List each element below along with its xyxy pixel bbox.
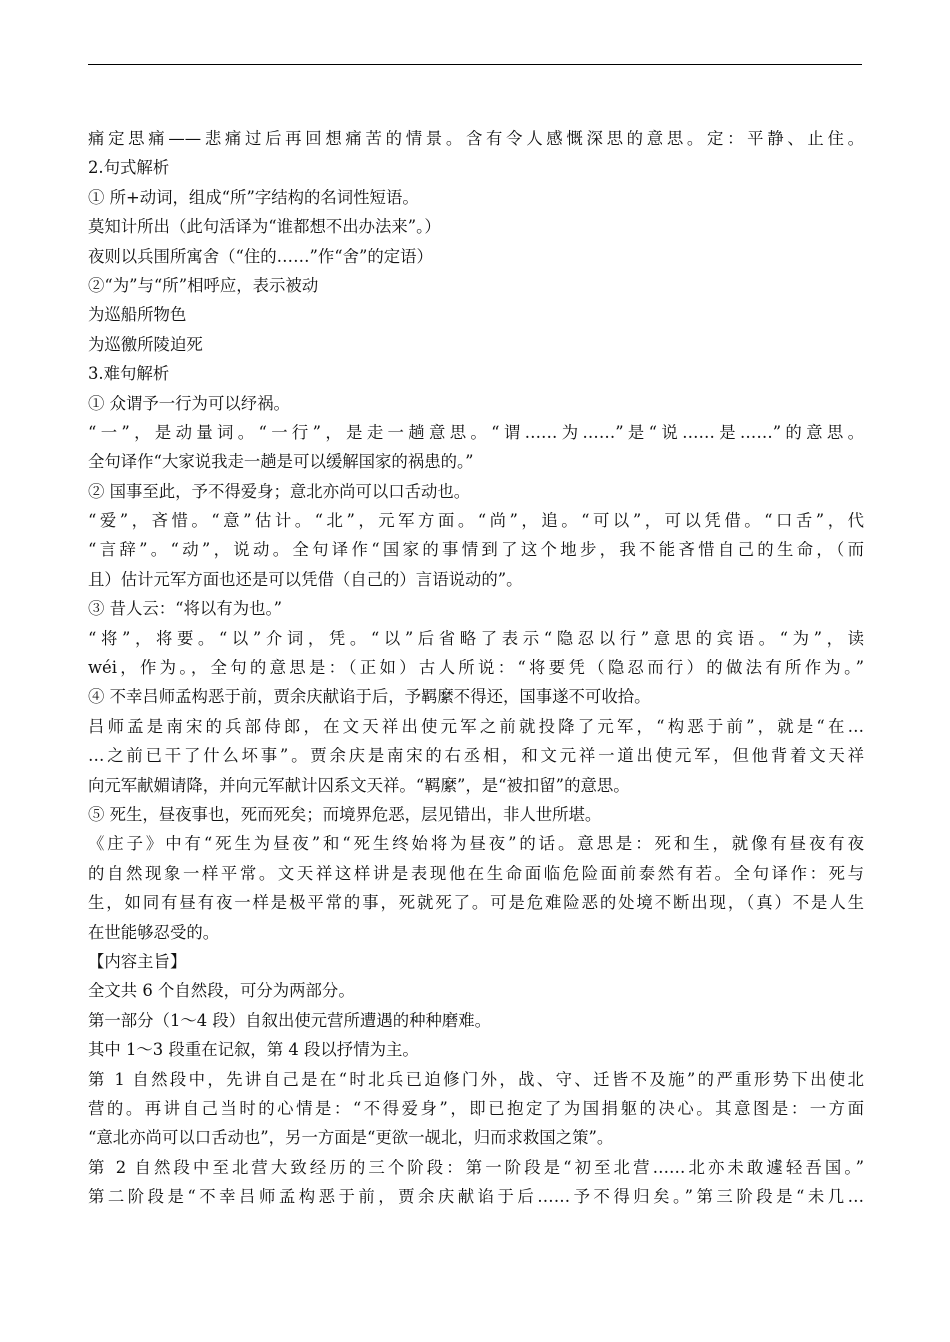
- text-line: 第 1 自然段中，先讲自己是在“时北兵已迫修门外，战、守、迁皆不及施”的严重形势下出使北: [88, 1069, 864, 1089]
- text-line: ① 所+动词，组成“所”字结构的名词性短语。: [88, 187, 419, 207]
- text-line: “将”，将要。“以”介词，凭。“以”后省略了表示“隐忍以行”意思的宾语。“为”，读: [88, 628, 864, 648]
- text-line: 2.句式解析: [88, 158, 170, 178]
- text-line: ① 众谓予一行为可以纾祸。: [88, 393, 290, 413]
- text-line: 且）估计元军方面也还是可以凭借（自己的）言语说动的”。: [88, 569, 523, 589]
- document-body: [88, 124, 864, 1211]
- text-line: wéi，作为。，全句的意思是：（正如）古人所说：“将要凭（隐忍而行）的做法有所作为。”: [88, 658, 864, 678]
- text-line: 在世能够忍受的。: [88, 922, 220, 942]
- text-line: ④ 不幸吕师孟构恶于前，贾余庆献谄于后，予羁縻不得还，国事遂不可收拾。: [88, 687, 651, 707]
- text-line: ②“为”与“所”相呼应，表示被动: [88, 275, 319, 295]
- header-rule: [88, 64, 862, 65]
- text-line: “意北亦尚可以口舌动也”，另一方面是“更欲一觇北，归而求救国之策”。: [88, 1128, 614, 1148]
- text-line: 第二阶段是“不幸吕师孟构恶于前，贾余庆献谄于后……予不得归矣。”第三阶段是“未几…: [88, 1187, 864, 1207]
- text-line: 第一部分（1～4 段）自叙出使元营所遭遇的种种磨难。: [88, 1010, 492, 1030]
- text-line: 全文共 6 个自然段，可分为两部分。: [88, 981, 355, 1001]
- text-line: 为巡船所物色: [88, 305, 187, 325]
- text-line: 生，如同有昼有夜一样是极平常的事，死就死了。可是危难险恶的处境不断出现，（真）不是人生: [88, 893, 864, 913]
- text-line: 营的。再讲自己当时的心情是：“不得爱身”，即已抱定了为国捐躯的决心。其意图是：一方面: [88, 1098, 864, 1118]
- text-line: 为巡徼所陵迫死: [88, 334, 203, 354]
- text-line: “爱”，吝惜。“意”估计。“北”，元军方面。“尚”，追。“可以”，可以凭借。“口舌”，代: [88, 511, 864, 531]
- text-line: 痛定思痛——悲痛过后再回想痛苦的情景。含有令人感慨深思的意思。定：平静、止住。: [88, 129, 864, 148]
- text-line: 向元军献媚请降，并向元军献计囚系文天祥。“羁縻”，是“被扣留”的意思。: [88, 775, 630, 795]
- text-line: ② 国事至此，予不得爱身；意北亦尚可以口舌动也。: [88, 481, 471, 501]
- text-line: ③ 昔人云：“将以有为也。”: [88, 599, 283, 619]
- text-line: 的自然现象一样平常。文天祥这样讲是表现他在生命面临危险面前泰然有若。全句译作：死与: [88, 863, 864, 883]
- text-line: 3.难句解析: [88, 364, 170, 384]
- text-line: 【内容主旨】: [88, 951, 187, 971]
- text-line: 其中 1～3 段重在记叙，第 4 段以抒情为主。: [88, 1040, 419, 1060]
- text-line: 莫知计所出（此句活译为“谁都想不出办法来”。）: [88, 217, 441, 237]
- text-line: ⑤ 死生，昼夜事也，死而死矣；而境界危恶，层见错出，非人世所堪。: [88, 804, 602, 824]
- text-line: 夜则以兵围所寓舍（“住的……”作“舍”的定语）: [88, 246, 433, 266]
- text-line: 全句译作“大家说我走一趟是可以缓解国家的祸患的。”: [88, 452, 474, 472]
- text-line: “一”，是动量词。“一行”，是走一趟意思。“谓……为……”是“说……是……”的意思。: [88, 422, 864, 442]
- text-line: …之前已干了什么坏事”。贾余庆是南宋的右丞相，和文元祥一道出使元军，但他背着文天祥: [88, 746, 864, 766]
- text-line: 《庄子》中有“死生为昼夜”和“死生终始将为昼夜”的话。意思是：死和生，就像有昼夜有夜: [88, 834, 864, 854]
- text-line: “言辞”。“动”，说动。全句译作“国家的事情到了这个地步，我不能吝惜自己的生命，（而: [88, 540, 864, 560]
- text-line: 吕师孟是南宋的兵部侍郎，在文天祥出使元军之前就投降了元军，“构恶于前”，就是“在…: [88, 716, 864, 736]
- text-line: 第 2 自然段中至北营大致经历的三个阶段：第一阶段是“初至北营……北亦未敢遽轻吾国。”: [88, 1157, 864, 1177]
